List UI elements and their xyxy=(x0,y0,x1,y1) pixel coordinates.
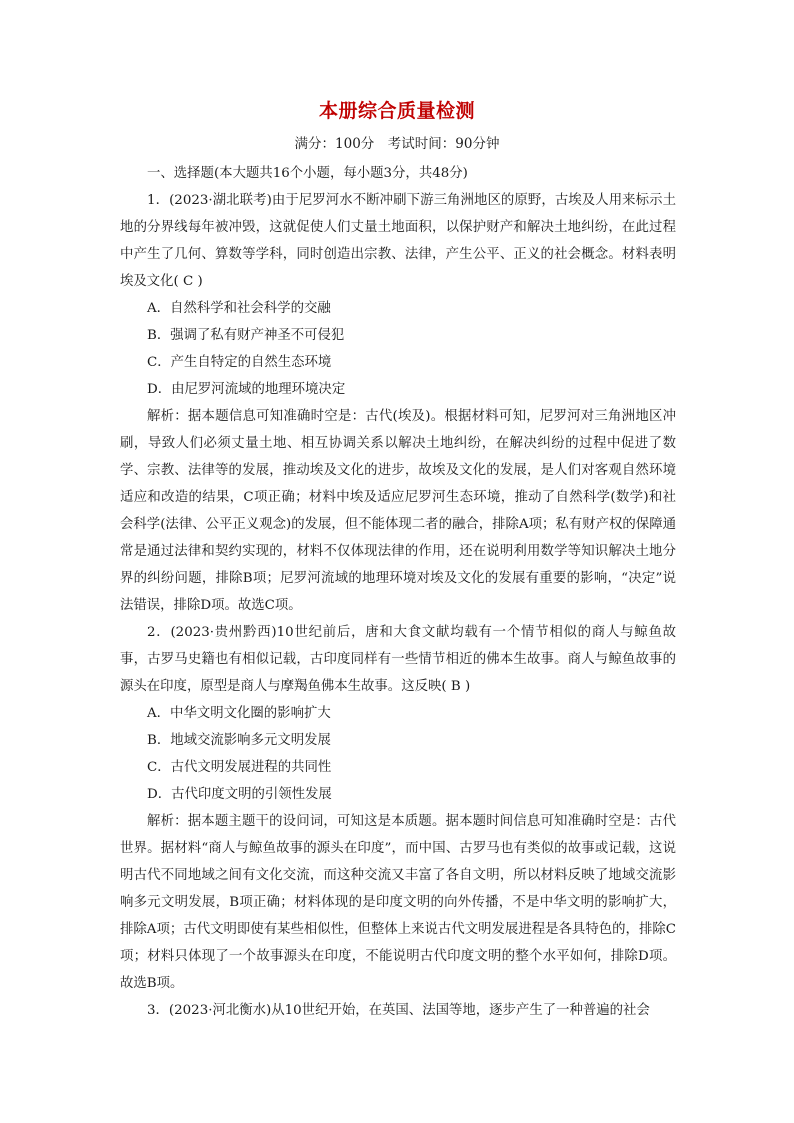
exam-info: 满分：100分 考试时间：90分钟 xyxy=(294,136,500,152)
option-b: B．强调了私有财产神圣不可侵犯 xyxy=(147,328,345,343)
option-a: A．中华文明文化圈的影响扩大 xyxy=(147,706,331,721)
option-d: D．由尼罗河流域的地理环境决定 xyxy=(147,382,346,397)
page-title: 本册综合质量检测 xyxy=(318,100,475,122)
question-stem: 1．(2023·湖北联考)由于尼罗河水不断冲刷下游三角洲地区的原野，古埃及人用来标示土地的分界线每年被冲毁，这就促使人们丈量土地面积，以保护财产和解决土地纠纷，在此过程中产生了几何、算数等学科，同时创造出宗教、法律，产生公平、正义的社会概念。材料表明埃及文化( C ) xyxy=(120,193,676,289)
question-analysis: 解析：据本题信息可知准确时空是：古代(埃及)。根据材料可知，尼罗河对三角洲地区冲刷，导致人们必须丈量土地、相互协调关系以解决土地纠纷，在解决纠纷的过程中促进了数学、宗教、法律等的发展，推动埃及文化的进步，故埃及文化的发展，是人们对客观自然环境适应和改造的结果，C项正确；材料中埃及适应尼罗河生态环境，推动了自然科学(数学)和社会科学(法律、公平正义观念)的发展，但不能体现二者的融合，排除A项；私有财产权的保障通常是通过法律和契约实现的，材料不仅体现法律的作用，还在说明利用数学等知识解决土地分界的纠纷问题，排除B项；尼罗河流域的地理环境对埃及文化的发展有重要的影响，“决定”说法错误，排除D项。故选C项。 xyxy=(120,409,676,613)
question-stem: 2．(2023·贵州黔西)10世纪前后，唐和大食文献均载有一个情节相似的商人与鲸鱼故事，古罗马史籍也有相似记载，古印度同样有一些情节相近的佛本生故事。商人与鲸鱼故事的源头在印度，原型是商人与摩羯鱼佛本生故事。这反映( B ) xyxy=(120,625,676,694)
question-2 xyxy=(120,619,676,997)
option-a: A．自然科学和社会科学的交融 xyxy=(147,301,331,316)
section-heading: 一、选择题(本大题共16个小题，每小题3分，共48分) xyxy=(147,166,468,181)
option-c: C．古代文明发展进程的共同性 xyxy=(147,760,332,775)
question-stem: 3．(2023·河北衡水)从10世纪开始，在英国、法国等地，逐步产生了一种普遍的社会 xyxy=(147,1003,650,1018)
option-b: B．地域交流影响多元文明发展 xyxy=(147,733,331,748)
question-analysis: 解析：据本题主题干的设问词，可知这是本质题。据本题时间信息可知准确时空是：古代世界。据材料“商人与鲸鱼故事的源头在印度”，而中国、古罗马也有类似的故事或记载，这说明古代不同地域之间有文化交流，而这种交流又丰富了各自文明，所以材料反映了地域交流影响多元文明发展，B项正确；材料体现的是印度文明的向外传播，不是中华文明的影响扩大，排除A项；古代文明即使有某些相似性，但整体上来说古代文明发展进程是各具特色的，排除C项；材料只体现了一个故事源头在印度，不能说明古代印度文明的整个水平如何，排除D项。故选B项。 xyxy=(120,814,676,991)
document-body xyxy=(120,160,676,1024)
question-1 xyxy=(120,187,676,619)
option-c: C．产生自特定的自然生态环境 xyxy=(147,355,332,370)
option-d: D．古代印度文明的引领性发展 xyxy=(147,787,332,802)
question-3 xyxy=(120,997,676,1024)
